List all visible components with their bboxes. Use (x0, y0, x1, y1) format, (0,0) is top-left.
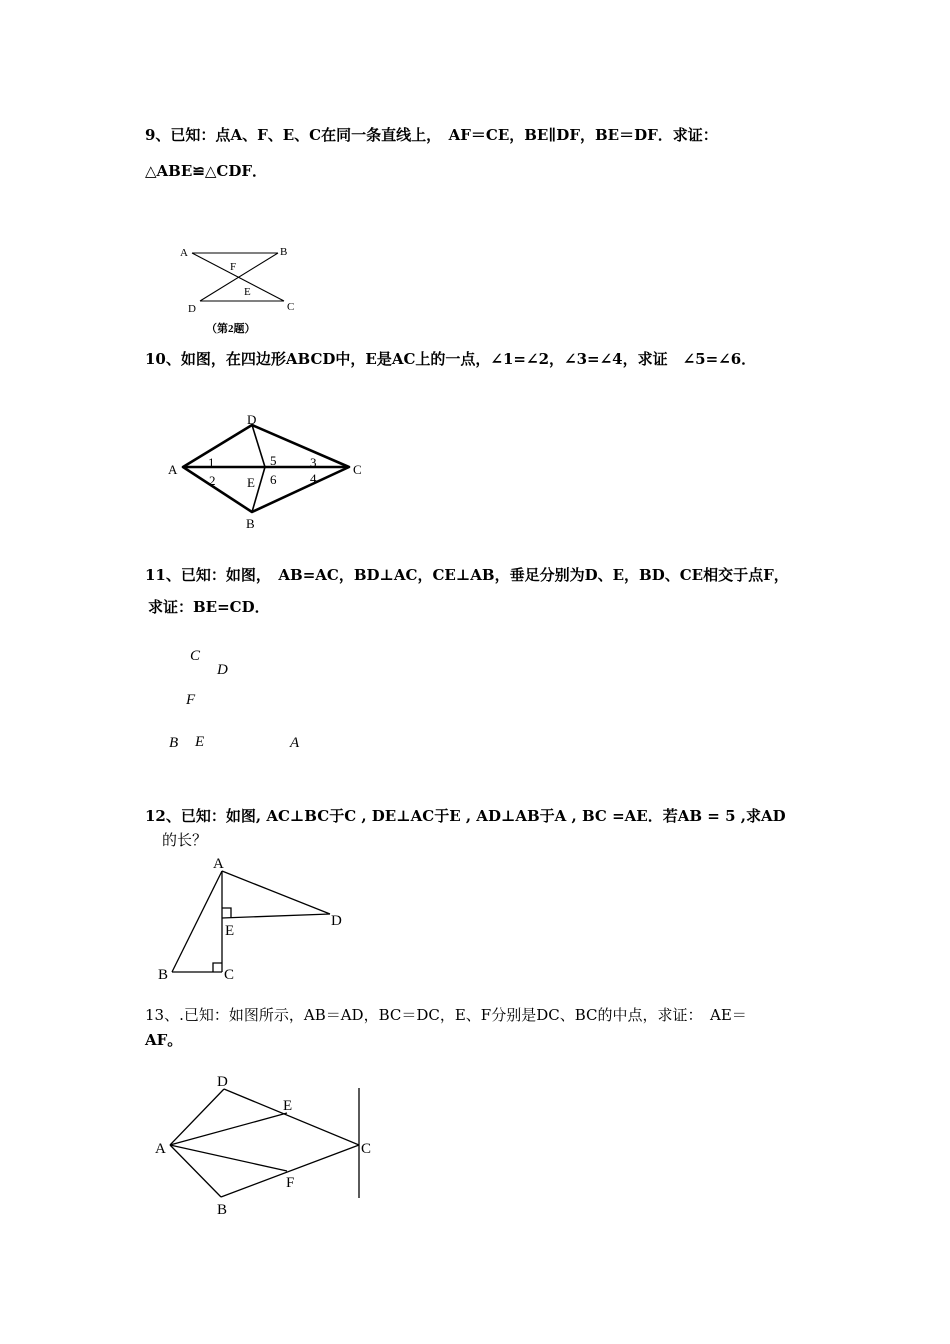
q9-caption: （第2题） (206, 323, 256, 335)
q13-label-c: C (361, 1141, 372, 1157)
q10-angle-2: 2 (209, 473, 216, 488)
q10-angle-3: 3 (310, 455, 317, 470)
q12-label-d: D (331, 913, 342, 929)
q13-label-b: B (217, 1202, 228, 1218)
q13-label-a: A (155, 1141, 166, 1157)
q10-label-b: B (246, 516, 255, 531)
q13-label-f: F (286, 1175, 295, 1191)
q9-label-d: D (188, 303, 196, 315)
q11-label-d: D (217, 662, 228, 678)
q9-label-b: B (280, 246, 288, 258)
q12-line1: 12、已知：如图, AC⊥BC于C , DE⊥AC于E , AD⊥AB于A , BC =AE．若AB = 5 ,求AD (145, 807, 786, 825)
q9-label-e: E (244, 286, 251, 298)
q11-label-b: B (169, 735, 179, 751)
q12-label-e: E (225, 923, 235, 939)
q9-label-a: A (180, 247, 188, 259)
q9-label-c: C (287, 301, 295, 313)
q13-label-e: E (283, 1098, 293, 1114)
q11-label-c: C (190, 648, 201, 664)
q12-label-b: B (158, 967, 169, 983)
q11-line1: 11、已知：如图， AB=AC，BD⊥AC，CE⊥AB，垂足分别为D、E，BD、CE相交于点F， (145, 566, 789, 584)
q12-label-a: A (213, 856, 224, 872)
q10-angle-5: 5 (270, 453, 277, 468)
q12-line2: 的长？ (162, 831, 208, 849)
q10-label-a: A (168, 462, 178, 477)
q10-angle-4: 4 (310, 471, 317, 486)
q10-angle-6: 6 (270, 472, 277, 487)
q11-line2: 求证：BE=CD． (148, 598, 270, 616)
q9-label-f: F (230, 261, 237, 273)
q10-label-c: C (353, 462, 362, 477)
q9-line2: △ABE≌△CDF． (145, 162, 267, 180)
q11-label-e: E (195, 734, 205, 750)
q13-label-d: D (217, 1074, 228, 1090)
q10-angle-1: 1 (208, 455, 215, 470)
q13-line2: AF。 (145, 1031, 183, 1049)
q11-label-f: F (186, 692, 196, 708)
q10-label-e: E (247, 475, 255, 490)
q13-line1-text: 13、.已知：如图所示，AB＝AD，BC＝DC，E、F分别是DC、BC的中点，求证： AE＝ (145, 1006, 747, 1024)
q10-text: 10、如图，在四边形ABCD中，E是AC上的一点，∠1=∠2，∠3=∠4，求证 ∠5=∠6． (145, 350, 757, 368)
q9-line1: 9、已知：点A、F、E、C在同一条直线上， AF＝CE，BE∥DF，BE＝DF．求证： (145, 126, 718, 144)
q12-label-c: C (224, 967, 235, 983)
q10-label-d: D (247, 412, 257, 427)
q11-label-a: A (290, 735, 300, 751)
